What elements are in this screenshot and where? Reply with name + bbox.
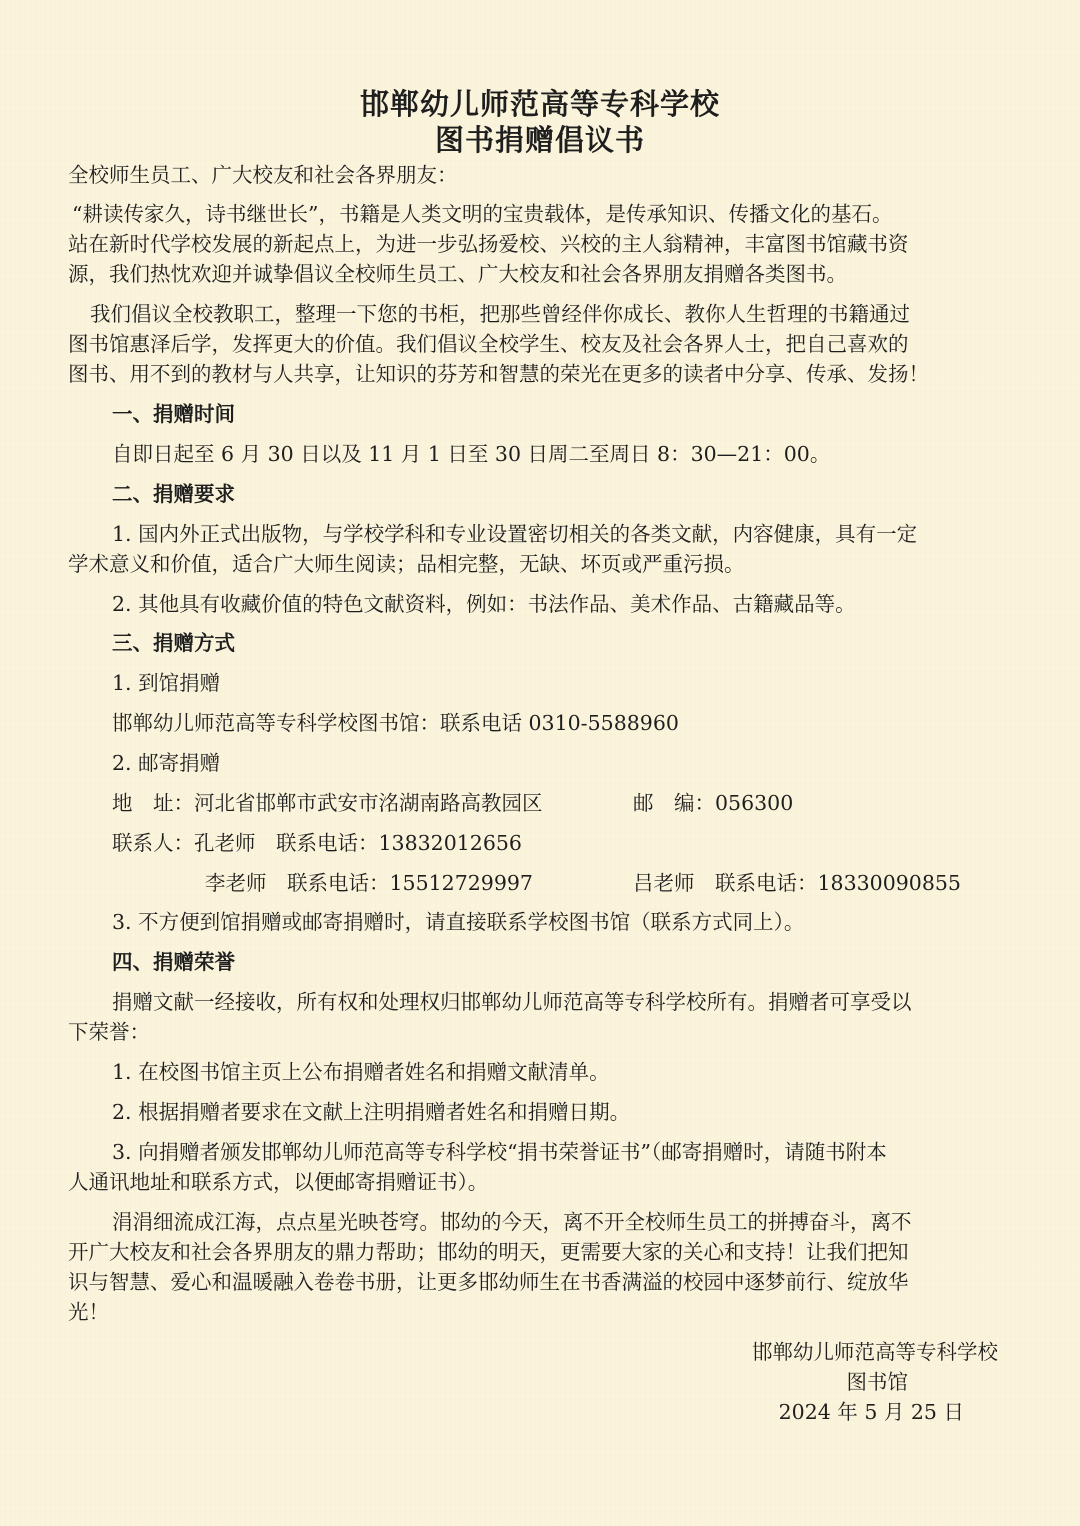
method-label: 1. 到馆捐赠 — [112, 671, 221, 695]
donation-time-text: 自即日起至 6 月 30 日以及 11 月 1 日至 30 日周二至周日 8：30—21：00。 — [112, 442, 831, 466]
honor-item: 2. 根据捐赠者要求在文献上注明捐赠者姓名和捐赠日期。 — [112, 1100, 631, 1124]
honor-item: 3. 向捐赠者颁发邯郸幼儿师范高等专科学校“捐书荣誉证书”（邮寄捐赠时，请随书附本 — [112, 1140, 887, 1164]
signature-school: 邯郸幼儿师范高等专科学校 — [752, 1340, 998, 1364]
section-heading: 四、捐赠荣誉 — [112, 950, 235, 974]
honors-intro: 捐赠文献一经接收，所有权和处理权归邯郸幼儿师范高等专科学校所有。捐赠者可享受以 — [112, 990, 912, 1014]
library-contact: 邯郸幼儿师范高等专科学校图书馆：联系电话 0310-5588960 — [112, 711, 679, 735]
salutation: 全校师生员工、广大校友和社会各界朋友： — [68, 163, 458, 187]
document-title: 图书捐赠倡议书 — [434, 123, 645, 157]
contact-person: 吕老师 联系电话：18330090855 — [633, 871, 961, 895]
intro-line: “耕读传家久，诗书继世长”，书籍是人类文明的宝贵载体，是传承知识、传播文化的基石。 — [72, 202, 893, 226]
intro-line: 源，我们热忱欢迎并诚挚倡议全校师生员工、广大校友和社会各界朋友捐赠各类图书。 — [68, 262, 847, 286]
requirement-item: 1. 国内外正式出版物，与学校学科和专业设置密切相关的各类文献，内容健康，具有一定 — [112, 522, 918, 546]
method-label: 2. 邮寄捐赠 — [112, 751, 221, 775]
closing-line: 涓涓细流成江海，点点星光映苍穹。邯幼的今天，离不开全校师生员工的拼搏奋斗，离不 — [112, 1210, 912, 1234]
section-heading: 二、捐赠要求 — [112, 482, 235, 506]
honor-item: 1. 在校图书馆主页上公布捐赠者姓名和捐赠文献清单。 — [112, 1060, 610, 1084]
honor-item: 人通讯地址和联系方式，以便邮寄捐赠证书）。 — [68, 1170, 489, 1194]
appeal-line: 我们倡议全校教职工，整理一下您的书柜，把那些曾经伴你成长、教你人生哲理的书籍通过 — [90, 302, 910, 326]
postcode: 邮 编：056300 — [633, 791, 794, 815]
requirement-item: 2. 其他具有收藏价值的特色文献资料，例如：书法作品、美术作品、古籍藏品等。 — [112, 592, 856, 616]
document-title-school: 邯郸幼儿师范高等专科学校 — [359, 87, 720, 121]
section-heading: 三、捐赠方式 — [112, 631, 235, 655]
requirement-item: 学术意义和价值，适合广大师生阅读；品相完整，无缺、坏页或严重污损。 — [68, 552, 745, 576]
section-heading: 一、捐赠时间 — [112, 402, 235, 426]
contact-person: 李老师 联系电话：15512729997 — [205, 871, 533, 895]
closing-line: 光！ — [68, 1300, 109, 1324]
honors-intro: 下荣誉： — [68, 1020, 150, 1044]
closing-line: 识与智慧、爱心和温暖融入卷卷书册，让更多邯幼师生在书香满溢的校园中逐梦前行、绽放华 — [68, 1270, 909, 1294]
closing-line: 开广大校友和社会各界朋友的鼎力帮助；邯幼的明天，更需要大家的关心和支持！让我们把知 — [68, 1240, 909, 1264]
signature-date: 2024 年 5 月 25 日 — [778, 1400, 964, 1424]
method-note: 3. 不方便到馆捐赠或邮寄捐赠时，请直接联系学校图书馆（联系方式同上）。 — [112, 910, 805, 934]
appeal-line: 图书、用不到的教材与人共享，让知识的芬芳和智慧的荣光在更多的读者中分享、传承、发扬！ — [68, 362, 929, 386]
mailing-address: 地 址：河北省邯郸市武安市洺湖南路高教园区 — [112, 791, 543, 815]
appeal-line: 图书馆惠泽后学，发挥更大的价值。我们倡议全校学生、校友及社会各界人士，把自己喜欢的 — [68, 332, 909, 356]
contact-person: 联系人：孔老师 联系电话：13832012656 — [112, 831, 522, 855]
intro-line: 站在新时代学校发展的新起点上，为进一步弘扬爱校、兴校的主人翁精神，丰富图书馆藏书资 — [68, 232, 909, 256]
signature-department: 图书馆 — [846, 1370, 908, 1394]
